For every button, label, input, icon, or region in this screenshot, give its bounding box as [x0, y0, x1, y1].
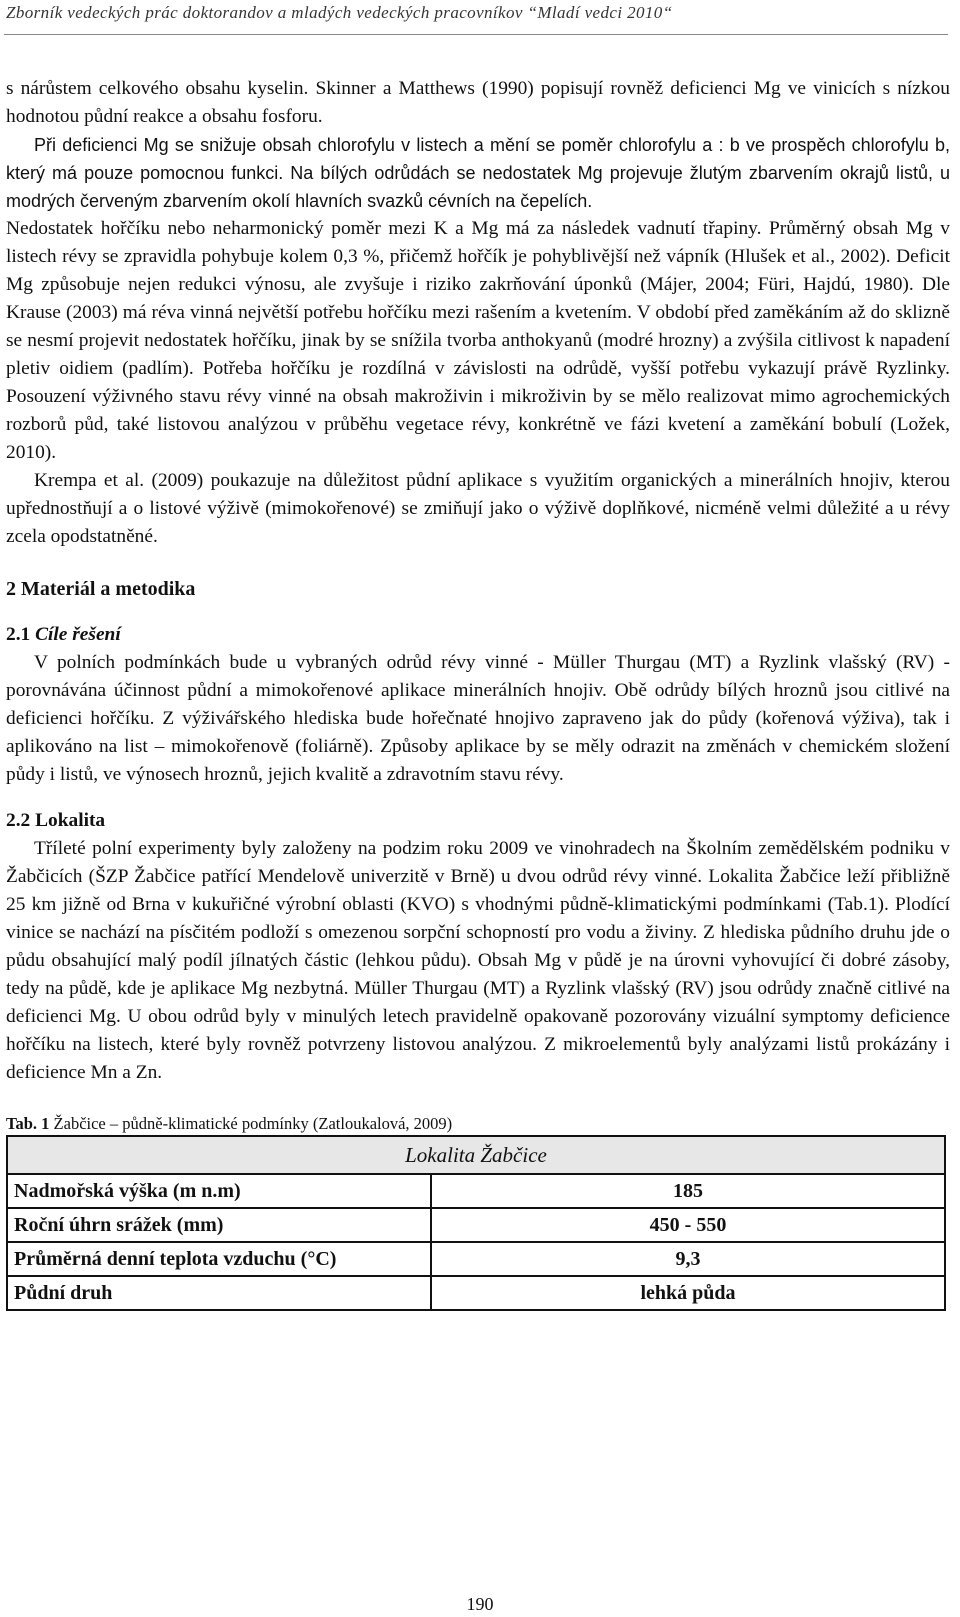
- table-row: [7, 1208, 945, 1242]
- table-cell-label: Průměrná denní teplota vzduchu (°C): [7, 1242, 431, 1276]
- subsection-title: Cíle řešení: [35, 624, 121, 645]
- paragraph-goals: V polních podmínkách bude u vybraných odrůd révy vinné - Müller Thurgau (MT) a Ryzlink vlašský (RV) - porovnávána účinnost půdní a mimokořenové aplikace minerálních hnojiv. Obě odrůdy bílých hroznů jsou citlivé na deficienci hořčíku. Z výživářského hlediska bude hořečnaté hnojivo zapraveno jak do půdy (kořenová výživa), tak i aplikováno na list – mimokořenově (foliárně). Způsoby aplikace by se měly odrazit na změnách v chemickém složení půdy i listů, ve výnosech hroznů, jejich kvalitě a zdravotním stavu révy.: [6, 652, 950, 785]
- paragraph-intro-1: s nárůstem celkového obsahu kyselin. Skinner a Matthews (1990) popisují rovněž deficienci Mg ve vinicích s nízkou hodnotou půdní reakce a obsahu fosforu.: [6, 78, 950, 127]
- subsection-heading-goals: [6, 621, 950, 649]
- table-cell-value: 450 - 550: [431, 1208, 945, 1242]
- document-body: [6, 75, 950, 1311]
- paragraph-intro-4: Krempa et al. (2009) poukazuje na důležitost půdní aplikace s využitím organických a minerálních hnojiv, kterou upřednostňují a o listové výživě (mimokořenové) se zmiňují jako o výživě doplňkové, nicméně velmi důležité a u révy zcela opodstatněné.: [6, 470, 950, 547]
- paragraph-intro-2: Při deficienci Mg se snižuje obsah chlorofylu v listech a mění se poměr chlorofylu a : b ve prospěch chlorofylu b, který má pouze pomocnou funkci. Na bílých odrůdách se nedostatek Mg projevuje žlutým zbarvením okrajů listů, u modrých červeným zbarvením okolí hlavních svazků cévních na čepelích.: [6, 135, 950, 211]
- running-header: Zborník vedeckých prác doktorandov a mladých vedeckých pracovníkov “Mladí vedci 2010“: [6, 3, 673, 22]
- section-heading: 2 Materiál a metodika: [6, 578, 196, 600]
- paragraph-locality: Tříleté polní experimenty byly založeny na podzim roku 2009 ve vinohradech na Školním zemědělském podniku v Žabčicích (ŠZP Žabčice patřící Mendelově univerzitě v Brně) u dvou odrůd révy vinné. Lokalita Žabčice leží přibližně 25 km jižně od Brna v kukuřičné výrobní oblasti (KVO) s vhodnými půdně-klimatickými podmínkami (Tab.1). Plodící vinice se nachází na písčitém podloží s omezenou sorpční schopností pro vodu a živiny. Z hlediska půdního druhu jde o půdu obsahující malý podíl jílnatých částic (lehkou půdu). Obsah Mg v půdě je na úrovni vyhovující či dobré zásoby, tedy na půdě, kde je aplikace Mg nezbytná. Müller Thurgau (MT) a Ryzlink vlašský (RV) jsou odrůdy značně citlivé na deficienci Mg. U obou odrůd byly v minulých letech pravidelně opakovaně pozorovány vizuální symptomy deficience hořčíku na listech, které byly rovněž potvrzeny listovou analýzou. Z mikroelementů byly analýzami listů prokázány i deficience Mn a Zn.: [6, 838, 950, 1083]
- table-caption: [6, 1113, 950, 1135]
- table-cell-label: Roční úhrn srážek (mm): [7, 1208, 431, 1242]
- table-row: [7, 1242, 945, 1276]
- subsection-number: 2.1: [6, 624, 36, 645]
- table-cell-label: Nadmořská výška (m n.m): [7, 1174, 431, 1208]
- header-rule: [4, 34, 948, 35]
- table-caption-label: Tab. 1: [6, 1114, 50, 1133]
- table-cell-value: 185: [431, 1174, 945, 1208]
- table-row: [7, 1174, 945, 1208]
- table-row: [7, 1276, 945, 1310]
- table-caption-text: Žabčice – půdně-klimatické podmínky (Zatloukalová, 2009): [49, 1114, 453, 1133]
- table-cell-value: lehká půda: [431, 1276, 945, 1310]
- paragraph-intro-3: Nedostatek hořčíku nebo neharmonický poměr mezi K a Mg má za následek vadnutí třapiny. Průměrný obsah Mg v listech révy se zpravidla pohybuje kolem 0,3 %, přičemž hořčík je pohyblivější než vápník (Hlušek et al., 2002). Deficit Mg způsobuje nejen redukci výnosu, ale zvyšuje i riziko zakrňování úponků (Májer, 2004; Füri, Hajdú, 1980). Dle Krause (2003) má réva vinná největší potřebu hořčíku mezi rašením a kvetením. V období před zaměkáním až do sklizně se nesmí projevit nedostatek hořčíku, jinak by se snížila tvorba anthokyanů (modré hrozny) a zvýšila citlivost k napadení pletiv oidiem (padlím). Potřeba hořčíku je rozdílná v závislosti na odrůdě, vyšší potřebu vykazují právě Ryzlinky. Posouzení výživného stavu révy vinné na obsah makroživin i mikroživin by se mělo realizovat mimo agrochemických rozborů půd, také listovou analýzou v průběhu vegetace révy, konkrétně ve fázi kvetení a zaměkání bobulí (Ložek, 2010).: [6, 218, 950, 463]
- table-cell-label: Půdní druh: [7, 1276, 431, 1310]
- table-cell-value: 9,3: [431, 1242, 945, 1276]
- locality-table: [6, 1135, 946, 1311]
- table-header-row: [7, 1136, 945, 1174]
- page-number: 190: [466, 1594, 494, 1614]
- subsection-heading-locality: 2.2 Lokalita: [6, 810, 106, 831]
- table-header-cell: Lokalita Žabčice: [7, 1136, 945, 1174]
